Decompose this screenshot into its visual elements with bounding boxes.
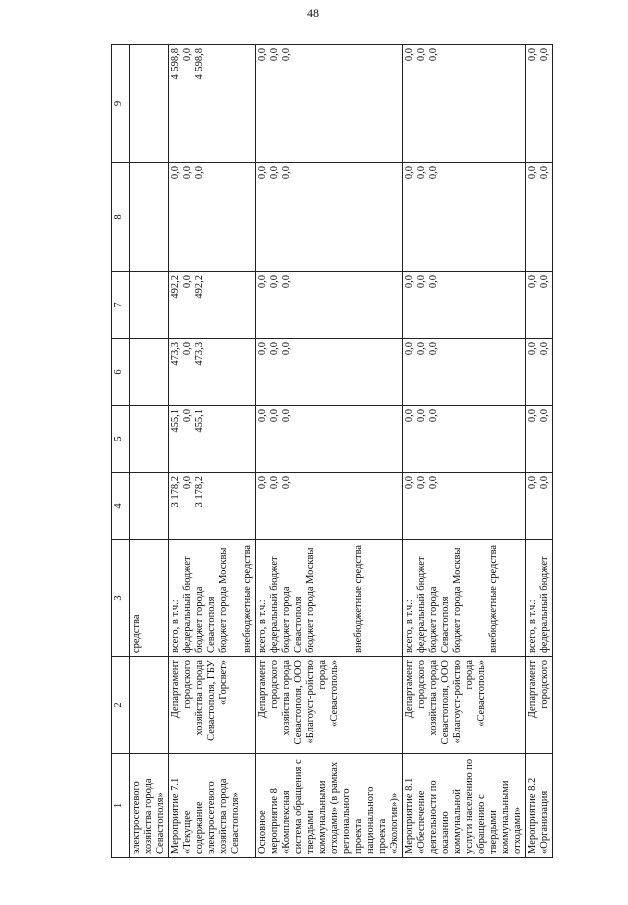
value-cell [169,272,256,339]
value-total: 3 178,2 [170,476,181,508]
col-header-4: 4 [112,473,130,540]
value-federal: 0,0 [269,166,280,180]
value-total: 0,0 [404,476,415,490]
value-cell [403,406,526,473]
value-cell [403,473,526,540]
value-total: 473,3 [170,342,181,366]
value-federal: 0,0 [539,275,550,289]
funding-line: бюджет города Москвы [305,547,316,653]
value-city: 0,0 [428,275,439,289]
value-federal: 0,0 [416,476,427,490]
value-cell [256,45,403,163]
funding-line: федеральный бюджет [182,556,193,653]
executor: Департамент городского хозяйства города Севастополя, ГБУ «Горсвет» [169,657,256,754]
value-total: 0,0 [527,48,538,62]
value-cell [130,272,169,339]
executor: Департамент городского [526,657,553,754]
value-total: 0,0 [527,275,538,289]
value-total: 0,0 [404,342,415,356]
value-cell [403,272,526,339]
value-federal: 0,0 [539,476,550,490]
value-city: 4 598,8 [194,48,205,80]
col-header-3: 3 [112,540,130,657]
value-total: 0,0 [527,342,538,356]
value-cell [130,45,169,163]
value-city: 473,3 [194,342,205,366]
value-federal: 0,0 [416,409,427,423]
funding-sources [256,540,403,657]
value-federal: 0,0 [539,342,550,356]
measure-name: Мероприятие 8.1 «Обеспечение деятельности по оказанию коммунальной услуги населению по обращению с твердыми коммунальными отходами» [403,754,526,858]
value-city: 0,0 [428,409,439,423]
funding-line [476,543,488,653]
funding-line [317,543,329,653]
funding-line: внебюджетные средства [353,544,364,653]
value-city: 0,0 [281,409,292,423]
value-cell [526,272,553,339]
funding-line: бюджет города Севастополя [281,586,304,653]
funding-line: федеральный бюджет [416,556,427,653]
col-header-8: 8 [112,163,130,272]
value-city: 0,0 [281,48,292,62]
funding-line [329,543,341,653]
value-cell [256,473,403,540]
value-federal: 0,0 [416,166,427,180]
header-row [112,45,130,858]
value-city: 0,0 [428,48,439,62]
value-federal: 0,0 [182,342,193,356]
value-cell [130,406,169,473]
value-city: 3 178,2 [194,476,205,508]
value-city: 492,2 [194,275,205,299]
funding-line: внебюджетные средства [488,544,499,653]
value-federal: 0,0 [182,48,193,62]
funding-line: всего, в т.ч.: [170,599,181,653]
value-cell [526,473,553,540]
funding-line: всего, в т.ч.: [257,599,268,653]
measure-name: электросетевого хозяйства города Севастополя» [130,754,169,858]
value-federal: 0,0 [269,48,280,62]
funding-line: федеральный бюджет [539,556,550,653]
value-cell [526,406,553,473]
value-total: 0,0 [404,166,415,180]
value-cell [130,163,169,272]
value-total: 0,0 [257,476,268,490]
value-cell [256,163,403,272]
value-federal: 0,0 [539,166,550,180]
value-total: 455,1 [170,409,181,433]
funding-line [341,543,353,653]
funding-line: всего, в т.ч.: [527,599,538,653]
value-federal: 0,0 [182,476,193,490]
value-federal: 0,0 [182,275,193,289]
value-total: 0,0 [404,48,415,62]
executor [130,657,169,754]
col-header-5: 5 [112,406,130,473]
value-total: 0,0 [257,48,268,62]
value-cell [169,45,256,163]
value-cell [169,163,256,272]
value-total: 0,0 [257,275,268,289]
col-header-1: 1 [112,754,130,858]
value-city: 0,0 [281,476,292,490]
value-total: 0,0 [257,409,268,423]
value-federal: 0,0 [539,409,550,423]
value-cell [169,406,256,473]
measure-name: Основное мероприятие 8 «Комплексная система обращения с твердыми коммунальными отходами» (в рамках регионального проекта национального проекта «Экология»)» [256,754,403,858]
value-federal: 0,0 [182,166,193,180]
table-row [256,45,403,858]
value-total: 492,2 [170,275,181,299]
value-federal: 0,0 [269,409,280,423]
col-header-6: 6 [112,339,130,406]
funding-sources [526,540,553,657]
budget-table [111,44,553,858]
page-number: 48 [307,6,319,20]
table-row [403,45,526,858]
value-cell [403,163,526,272]
rotated-table-container [111,48,616,858]
value-city: 0,0 [281,275,292,289]
funding-sources [403,540,526,657]
value-cell [169,473,256,540]
value-city: 455,1 [194,409,205,433]
value-federal: 0,0 [416,275,427,289]
value-city: 0,0 [428,342,439,356]
value-cell [256,339,403,406]
value-federal: 0,0 [269,476,280,490]
table-row [526,45,553,858]
value-federal: 0,0 [416,342,427,356]
funding-sources [169,540,256,657]
value-total: 0,0 [404,409,415,423]
value-cell [130,473,169,540]
table-row [130,45,169,858]
value-cell [403,45,526,163]
col-header-9: 9 [112,45,130,163]
table-row [169,45,256,858]
funding-line: внебюджетные средства [242,544,253,653]
value-total: 0,0 [404,275,415,289]
funding-line: бюджет города Москвы [452,547,463,653]
col-header-7: 7 [112,272,130,339]
value-cell [403,339,526,406]
value-total: 0,0 [257,166,268,180]
value-cell [526,339,553,406]
value-cell [256,272,403,339]
value-federal: 0,0 [182,409,193,423]
value-city: 0,0 [194,166,205,180]
funding-line: бюджет города Севастополя [194,586,217,653]
value-federal: 0,0 [416,48,427,62]
value-federal: 0,0 [269,342,280,356]
value-total: 4 598,8 [170,48,181,80]
funding-line [464,543,476,653]
value-total: 0,0 [257,342,268,356]
funding-line: федеральный бюджет [269,556,280,653]
value-city: 0,0 [281,166,292,180]
funding-line: бюджет города Севастополя [428,586,451,653]
value-cell [256,406,403,473]
value-total: 0,0 [527,166,538,180]
value-cell [526,163,553,272]
funding-line: всего, в т.ч.: [404,599,415,653]
funding-line [230,543,242,653]
value-cell [526,45,553,163]
value-total: 0,0 [170,166,181,180]
col-header-2: 2 [112,657,130,754]
value-total: 0,0 [527,476,538,490]
value-cell [130,339,169,406]
executor: Департамент городского хозяйства города Севастополя, ООО «Благоуст-ройство города «Севастополь» [256,657,403,754]
funding-source: средства [130,540,169,657]
measure-name: Мероприятие 7.1 «Текущее содержание электросетевого хозяйства города Севастополя» [169,754,256,858]
value-city: 0,0 [428,166,439,180]
funding-line: бюджет города Москвы [218,547,229,653]
value-federal: 0,0 [269,275,280,289]
value-city: 0,0 [281,342,292,356]
value-cell [169,339,256,406]
executor: Департамент городского хозяйства города Севастополя, ООО «Благоуст-ройство города «Севастополь» [403,657,526,754]
measure-name: Мероприятие 8.2 «Организация [526,754,553,858]
value-federal: 0,0 [539,48,550,62]
value-city: 0,0 [428,476,439,490]
value-total: 0,0 [527,409,538,423]
